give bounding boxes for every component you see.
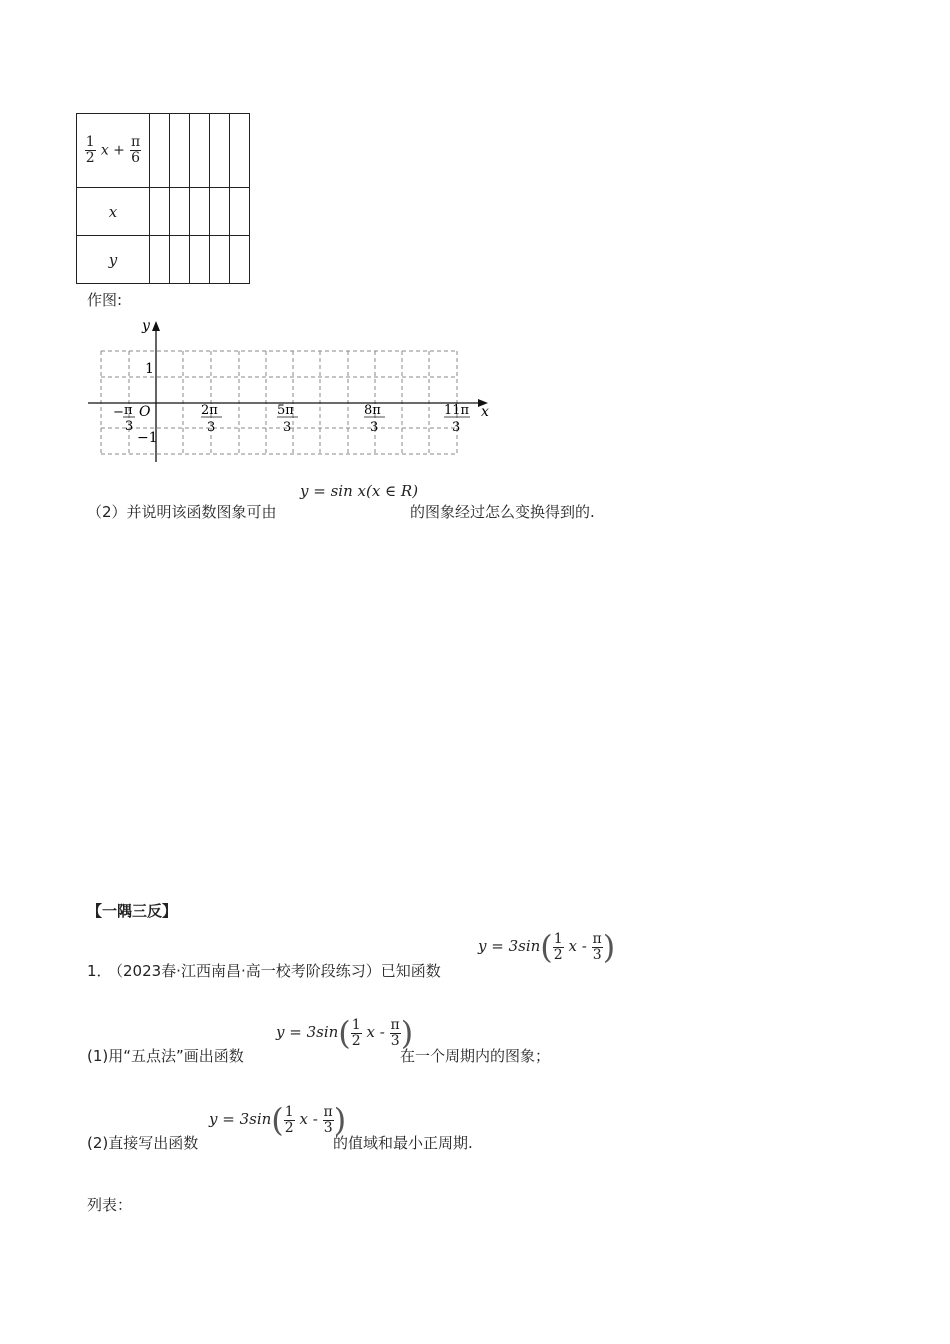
table-cell[interactable] [190, 114, 210, 188]
fraction: $\frac{\pi}{6}$ [130, 134, 141, 166]
plot-caption: 作图: [87, 291, 123, 309]
table-cell[interactable] [190, 188, 210, 236]
tick-num: 5π [277, 403, 294, 418]
origin-label: O [139, 404, 151, 420]
tick-label-1: 1 [145, 361, 154, 377]
table-cell[interactable] [150, 114, 170, 188]
section-title: 【一隅三反】 [87, 902, 178, 920]
tick-num: 11π [444, 403, 470, 418]
table-row [77, 188, 250, 236]
coordinate-grid [80, 312, 500, 476]
tick-neg-num: π [124, 403, 133, 418]
q2-suffix: 的图象经过怎么变换得到的. [410, 503, 595, 521]
tick-num: 2π [201, 403, 218, 418]
tick-den: 3 [283, 420, 292, 435]
tick-den: 3 [370, 420, 379, 435]
table-cell[interactable] [170, 114, 190, 188]
table-cell[interactable] [170, 188, 190, 236]
tick-den: 3 [452, 420, 461, 435]
row-header-angle: $\frac{1}{2}$ x + $\frac{\pi}{6}$ [77, 114, 150, 188]
table-row [77, 236, 250, 284]
problem-number: 1． [87, 962, 112, 980]
problem-formula: y = 3sin( $\frac{1}{2}$ x - $\frac{\pi}{3}$ ) [478, 928, 616, 966]
q2-prefix: （2）并说明该函数图象可由 [87, 503, 277, 521]
table-cell[interactable] [170, 236, 190, 284]
tick-neg-den: 3 [125, 419, 134, 434]
value-table [76, 113, 250, 284]
part1-formula: y = 3sin( $\frac{1}{2}$ x - $\frac{\pi}{3}$ ) [276, 1014, 414, 1052]
table-cell[interactable] [150, 236, 170, 284]
part2-formula: y = 3sin( $\frac{1}{2}$ x - $\frac{\pi}{3}$ ) [209, 1101, 347, 1139]
tick-label-minus-1: −1 [137, 430, 158, 446]
y-axis-label: y [142, 318, 150, 334]
tick-den: 3 [207, 420, 216, 435]
x-axis-label: x [481, 404, 489, 420]
table-cell[interactable] [150, 188, 170, 236]
list-label: 列表： [87, 1196, 133, 1214]
row-header-x: x [77, 188, 150, 236]
table-cell[interactable] [210, 236, 230, 284]
table-cell[interactable] [210, 114, 230, 188]
fraction: $\frac{1}{2}$ [85, 134, 95, 166]
q2-formula: y = sin x(x ∈ R) [300, 482, 419, 500]
part2-suffix: 的值域和最小正周期. [333, 1134, 473, 1152]
tick-neg-sign: − [113, 405, 124, 420]
table-cell[interactable] [210, 188, 230, 236]
table-cell[interactable] [190, 236, 210, 284]
table-row [77, 114, 250, 188]
tick-num: 8π [364, 403, 381, 418]
table-cell[interactable] [230, 114, 250, 188]
row-header-y: y [77, 236, 150, 284]
part1-suffix: 在一个周期内的图象； [400, 1047, 551, 1065]
problem-source: （2023春·江西南昌·高一校考阶段练习）已知函数 [108, 962, 441, 980]
table-cell[interactable] [230, 188, 250, 236]
part2-prefix: (2)直接写出函数 [87, 1134, 199, 1152]
part1-prefix: (1)用“五点法”画出函数 [87, 1047, 244, 1065]
y-arrow-icon [152, 321, 160, 331]
table-cell[interactable] [230, 236, 250, 284]
